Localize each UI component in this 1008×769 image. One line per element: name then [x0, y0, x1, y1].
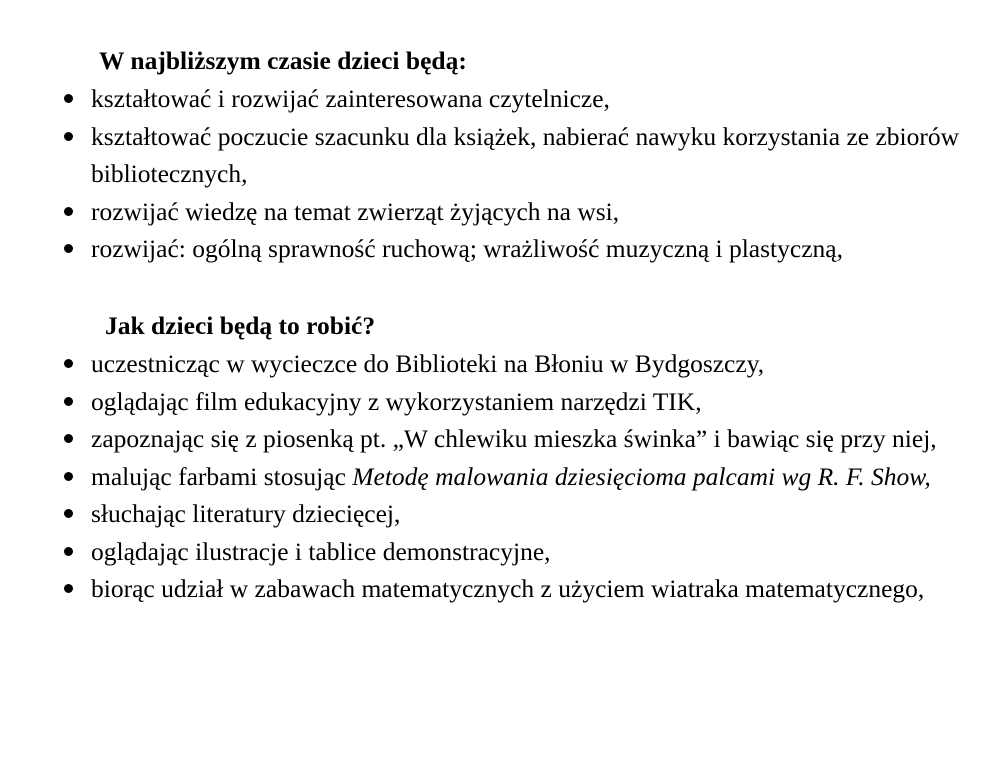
list-item-text: kształtować i rozwijać zainteresowana czytelnicze, [91, 84, 610, 113]
list-item [0, 118, 1008, 193]
bullet-icon [64, 359, 73, 368]
list-item-text: słuchając literatury dziecięcej, [91, 499, 401, 528]
list-item-text: oglądając ilustracje i tablice demonstracyjne, [91, 536, 551, 566]
bullet-icon [64, 94, 73, 103]
list-item [0, 230, 1008, 268]
list-item-text: uczestnicząc w wycieczce do Biblioteki na Błoniu w Bydgoszczy, [91, 349, 765, 378]
bullet-icon [64, 434, 73, 443]
list-item-text: rozwijać wiedzę na temat zwierząt żyjących na wsi, [91, 196, 620, 226]
list-item-text-italic: Metodę malowania dziesięcioma palcami wg R. F. Show, [352, 461, 931, 491]
list-item [0, 420, 1008, 458]
bullet-icon [64, 132, 73, 141]
list-item-text: zapoznając się z piosenką pt. „W chlewiku mieszka świnka” i bawiąc się przy niej, [91, 424, 937, 453]
bullet-icon [64, 244, 73, 253]
list-item [0, 383, 1008, 421]
list-item-text-prefix: malując farbami stosując [91, 461, 353, 491]
methods-list [0, 345, 1008, 608]
bullet-icon [64, 397, 73, 406]
goals-list [0, 80, 1008, 268]
list-item-text: rozwijać: ogólną sprawność ruchową; wrażliwość muzyczną i plastyczną, [91, 234, 843, 263]
list-item-text: kształtować poczucie szacunku dla książek, nabierać nawyku korzystania ze zbiorów bibliotecznych, [91, 121, 960, 188]
bullet-icon [64, 472, 73, 481]
bullet-icon [64, 207, 73, 216]
bullet-icon [64, 547, 73, 556]
list-item [0, 533, 1008, 571]
list-item [0, 495, 1008, 533]
list-item [0, 193, 1008, 231]
list-item-text: oglądając film edukacyjny z wykorzystaniem narzędzi TIK, [91, 386, 702, 416]
bullet-icon [64, 584, 73, 593]
list-item [0, 570, 1008, 608]
list-item [0, 345, 1008, 383]
section-heading-methods: Jak dzieci będą to robić? [105, 311, 376, 340]
bullet-icon [64, 509, 73, 518]
list-item [0, 458, 1008, 496]
section-heading-goals: W najbliższym czasie dzieci będą: [99, 46, 467, 75]
list-item [0, 80, 1008, 118]
list-item-text: biorąc udział w zabawach matematycznych z użyciem wiatraka matematycznego, [91, 574, 925, 603]
